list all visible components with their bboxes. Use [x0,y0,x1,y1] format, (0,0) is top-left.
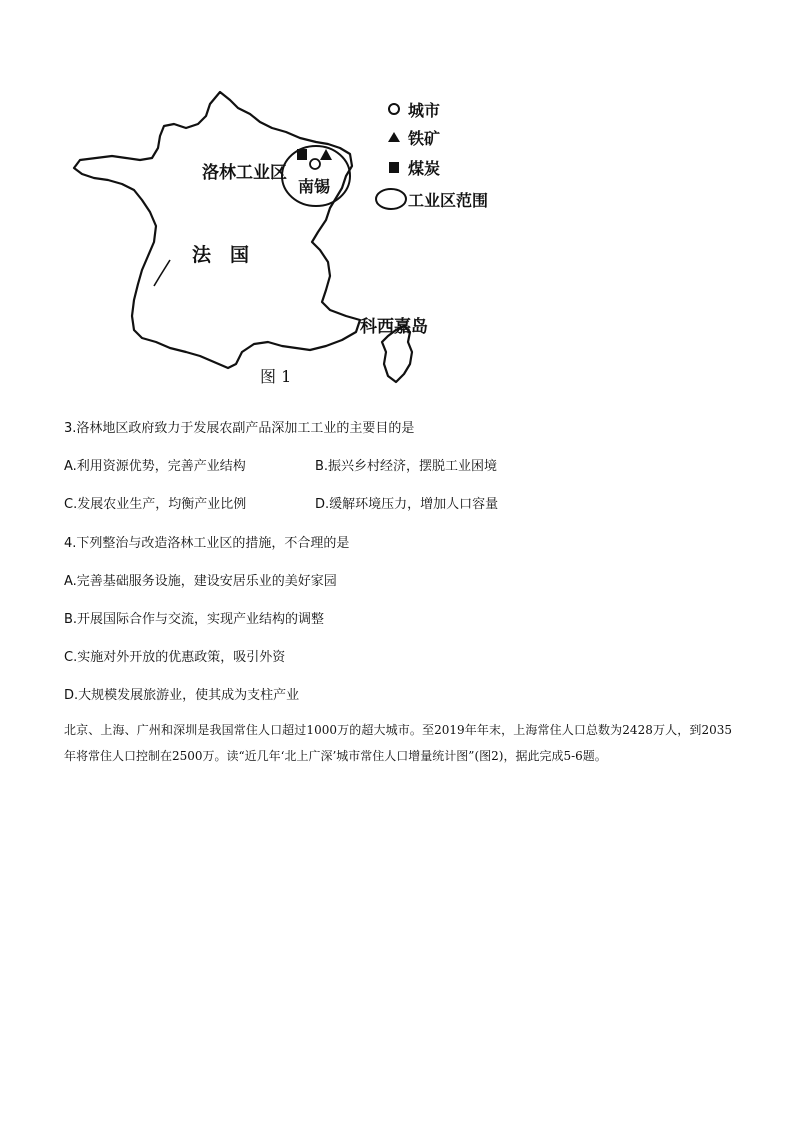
label-country: 法 国 [192,244,250,266]
question-4-option-b: B.开展国际合作与交流，实现产业结构的调整 [64,612,325,627]
city-circle-icon [310,159,320,169]
legend-item-iron: 铁矿 [380,124,440,150]
figure-caption: 图 1 [260,367,292,386]
legend-item-city: 城市 [380,96,440,122]
question-4-option-a: A.完善基础服务设施，建设安居乐业的美好家园 [64,574,337,589]
square-icon [380,160,408,174]
legend-item-industrial-area: 工业区范围 [374,186,488,212]
label-city: 南锡 [298,177,331,196]
triangle-icon [380,130,408,144]
iron-triangle-icon [320,149,332,160]
question-3-option-b: B.振兴乡村经济，摆脱工业困境 [315,459,498,474]
ellipse-icon [374,187,408,211]
question-3-option-d: D.缓解环境压力，增加人口容量 [315,497,499,512]
question-3-stem: 3.洛林地区政府致力于发展农副产品深加工工业的主要目的是 [64,421,415,436]
coal-square-icon [297,149,307,160]
question-3-option-c: C.发展农业生产，均衡产业比例 [64,497,247,512]
figure-1-map [60,80,520,390]
passage-text: 北京、上海、广州和深圳是我国常住人口超过1000万的超大城市。至2019年年末，上海常住人口总数为2428万人，到2035年将常住人口控制在2500万。读“近几年‘北上广深’城市常住人口增量统计图”(图2)，据此完成5-6题。 [64,723,732,763]
france-outline [74,92,360,368]
west-inlet-line [154,260,170,286]
legend-item-coal: 煤炭 [380,154,440,180]
france-map [60,80,520,390]
label-industrial-area: 洛林工业区 [202,163,287,183]
label-island: 科西嘉岛 [360,317,428,337]
question-4-option-d: D.大规模发展旅游业，使其成为支柱产业 [64,688,300,703]
question-4-stem: 4.下列整治与改造洛林工业区的措施，不合理的是 [64,536,350,551]
circle-icon [380,102,408,116]
question-4-option-c: C.实施对外开放的优惠政策，吸引外资 [64,650,286,665]
question-3-option-a: A.利用资源优势，完善产业结构 [64,459,246,474]
